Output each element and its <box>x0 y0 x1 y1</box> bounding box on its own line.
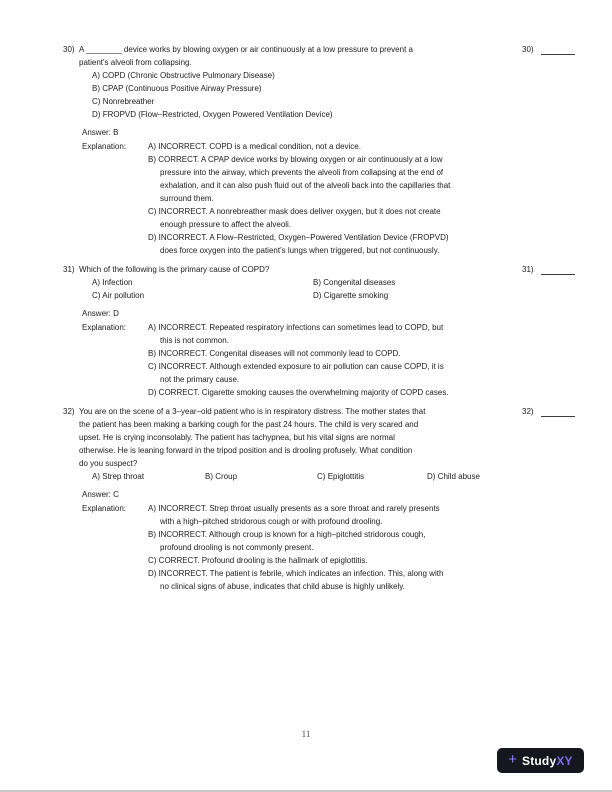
options-row <box>63 470 583 483</box>
option-label: B) <box>205 472 213 481</box>
option-label: A) <box>92 71 100 80</box>
option-label: C) <box>92 291 101 300</box>
explanation-line: C) CORRECT. Profound drooling is the hallmark of epiglottitis. <box>148 556 368 565</box>
explanation-block <box>63 502 583 593</box>
explanation-line: D) INCORRECT. A Flow–Restricted, Oxygen–Powered Ventilation Device (FROPVD) <box>148 233 449 242</box>
option-text: Nonrebreather <box>102 97 155 106</box>
explanation-line: pressure into the airway, which prevents the alveoli from collapsing at the end of <box>160 168 444 177</box>
explanation-line: profound drooling is not commonly present. <box>160 543 314 552</box>
explanation-item <box>148 205 583 231</box>
question-text: A ________ device works by blowing oxygen or air continuously at a low pressure to prevent a <box>79 45 413 54</box>
question-text-line <box>63 43 583 56</box>
answer-option[interactable] <box>92 69 275 82</box>
explanation-line: D) INCORRECT. The patient is febrile, which indicates an infection. This, along with <box>148 569 444 578</box>
answer-option[interactable] <box>92 276 132 289</box>
question-text-line <box>63 263 583 276</box>
logo-xy-text: XY <box>556 753 573 768</box>
option-text: Infection <box>102 278 133 287</box>
explanation-item <box>148 140 583 153</box>
option-label: D) <box>92 110 101 119</box>
answer-option[interactable] <box>317 470 364 483</box>
margin-question-number: 31) <box>522 265 534 274</box>
explanation-item <box>148 360 583 386</box>
explanation-item <box>148 321 583 347</box>
question-text: You are on the scene of a 3–year–old patient who is in respiratory distress. The mother states that <box>79 407 426 416</box>
option-label: B) <box>313 278 321 287</box>
answer-label: Answer: <box>82 128 111 137</box>
explanation-items <box>148 321 583 399</box>
explanation-line: A) INCORRECT. COPD is a medical condition, not a device. <box>148 142 361 151</box>
answer-value: B <box>113 128 119 137</box>
explanation-line: enough pressure to affect the alveoli. <box>160 220 292 229</box>
answer-option[interactable] <box>92 108 333 121</box>
plus-icon: + <box>508 751 517 768</box>
question-block <box>63 43 583 257</box>
explanation-line: surround them. <box>160 194 214 203</box>
explanation-line: this is not common. <box>160 336 229 345</box>
question-block <box>63 405 583 593</box>
option-text: COPD (Chronic Obstructive Pulmonary Disease) <box>102 71 275 80</box>
studyxy-logo[interactable] <box>497 748 584 773</box>
explanation-item <box>148 528 583 554</box>
explanation-line: D) CORRECT. Cigarette smoking causes the overwhelming majority of COPD cases. <box>148 388 449 397</box>
question-number: 31) <box>63 265 75 274</box>
question-text-line: otherwise. He is leaning forward in the tripod position and is drooling profusely. What condition <box>79 446 413 455</box>
logo-brand-text <box>522 755 573 767</box>
answer-option[interactable] <box>92 82 262 95</box>
explanation-label: Explanation: <box>82 504 127 513</box>
question-number: 30) <box>63 45 75 54</box>
option-text: Air pollution <box>102 291 145 300</box>
options-row <box>63 276 583 289</box>
option-text: Congenital diseases <box>323 278 396 287</box>
question-text-line: upset. He is crying inconsolably. The patient has tachypnea, but his vital signs are normal <box>79 433 395 442</box>
option-text: FROPVD (Flow–Restricted, Oxygen Powered Ventilation Device) <box>102 110 333 119</box>
explanation-line: not the primary cause. <box>160 375 240 384</box>
answer-row <box>63 126 583 139</box>
margin-question-number: 32) <box>522 407 534 416</box>
answer-option[interactable] <box>313 289 388 302</box>
question-number: 32) <box>63 407 75 416</box>
explanation-item <box>148 502 583 528</box>
explanation-item <box>148 231 583 257</box>
explanation-label: Explanation: <box>82 323 127 332</box>
explanation-line: with a high–pitched stridorous cough or with profound drooling. <box>160 517 383 526</box>
options-row <box>63 108 583 121</box>
options-row <box>63 69 583 82</box>
explanation-label: Explanation: <box>82 142 127 151</box>
question-text-line: the patient has been making a barking cough for the past 24 hours. The child is very scared and <box>79 420 419 429</box>
explanation-item <box>148 347 583 360</box>
explanation-line: B) INCORRECT. Although croup is known for a high–pitched stridorous cough, <box>148 530 426 539</box>
option-label: C) <box>317 472 326 481</box>
answer-value: D <box>113 309 119 318</box>
answer-option[interactable] <box>92 470 144 483</box>
option-label: B) <box>92 84 100 93</box>
option-text: CPAP (Continuous Positive Airway Pressure) <box>102 84 262 93</box>
answer-option[interactable] <box>313 276 395 289</box>
explanation-item <box>148 554 583 567</box>
explanation-line: A) INCORRECT. Repeated respiratory infections can sometimes lead to COPD, but <box>148 323 444 332</box>
option-text: Strep throat <box>102 472 145 481</box>
option-label: D) <box>313 291 322 300</box>
explanation-item <box>148 153 583 205</box>
question-text-line: patient's alveoli from collapsing. <box>79 58 192 67</box>
answer-row <box>63 307 583 320</box>
options-row <box>63 82 583 95</box>
questions-area <box>63 43 583 593</box>
explanation-line: does force oxygen into the patient's lungs when triggered, but not continuously. <box>160 246 440 255</box>
explanation-block <box>63 140 583 257</box>
option-label: D) <box>427 472 436 481</box>
explanation-items <box>148 502 583 593</box>
logo-study-text: Study <box>522 753 557 768</box>
question-text-line <box>63 405 583 418</box>
margin-question-number: 30) <box>522 45 534 54</box>
explanation-line: no clinical signs of abuse, indicates that child abuse is highly unlikely. <box>160 582 405 591</box>
explanation-line: B) INCORRECT. Congenital diseases will not commonly lead to COPD. <box>148 349 401 358</box>
answer-option[interactable] <box>92 289 144 302</box>
answer-label: Answer: <box>82 490 111 499</box>
options-row <box>63 95 583 108</box>
explanation-item <box>148 386 583 399</box>
answer-option[interactable] <box>427 470 480 483</box>
question-text: Which of the following is the primary cause of COPD? <box>79 265 270 274</box>
answer-option[interactable] <box>205 470 237 483</box>
page-number: 11 <box>301 729 311 739</box>
question-block <box>63 263 583 399</box>
answer-row <box>63 488 583 501</box>
option-label: A) <box>92 278 100 287</box>
explanation-line: C) INCORRECT. A nonrebreather mask does deliver oxygen, but it does not create <box>148 207 441 216</box>
option-label: C) <box>92 97 101 106</box>
options-row <box>63 289 583 302</box>
explanation-item <box>148 567 583 593</box>
explanation-items <box>148 140 583 257</box>
option-text: Cigarette smoking <box>323 291 389 300</box>
explanation-line: exhalation, and it can also push fluid out of the alveoli back into the capillaries that <box>160 181 451 190</box>
explanation-line: C) INCORRECT. Although extended exposure to air pollution can cause COPD, it is <box>148 362 444 371</box>
answer-value: C <box>113 490 119 499</box>
option-label: A) <box>92 472 100 481</box>
explanation-block <box>63 321 583 399</box>
option-text: Child abuse <box>437 472 480 481</box>
question-text-line: do you suspect? <box>79 459 138 468</box>
option-text: Croup <box>215 472 238 481</box>
explanation-line: B) CORRECT. A CPAP device works by blowing oxygen or air continuously at a low <box>148 155 443 164</box>
option-text: Epiglottitis <box>327 472 365 481</box>
explanation-line: A) INCORRECT. Strep throat usually presents as a sore throat and rarely presents <box>148 504 440 513</box>
answer-label: Answer: <box>82 309 111 318</box>
answer-option[interactable] <box>92 95 154 108</box>
